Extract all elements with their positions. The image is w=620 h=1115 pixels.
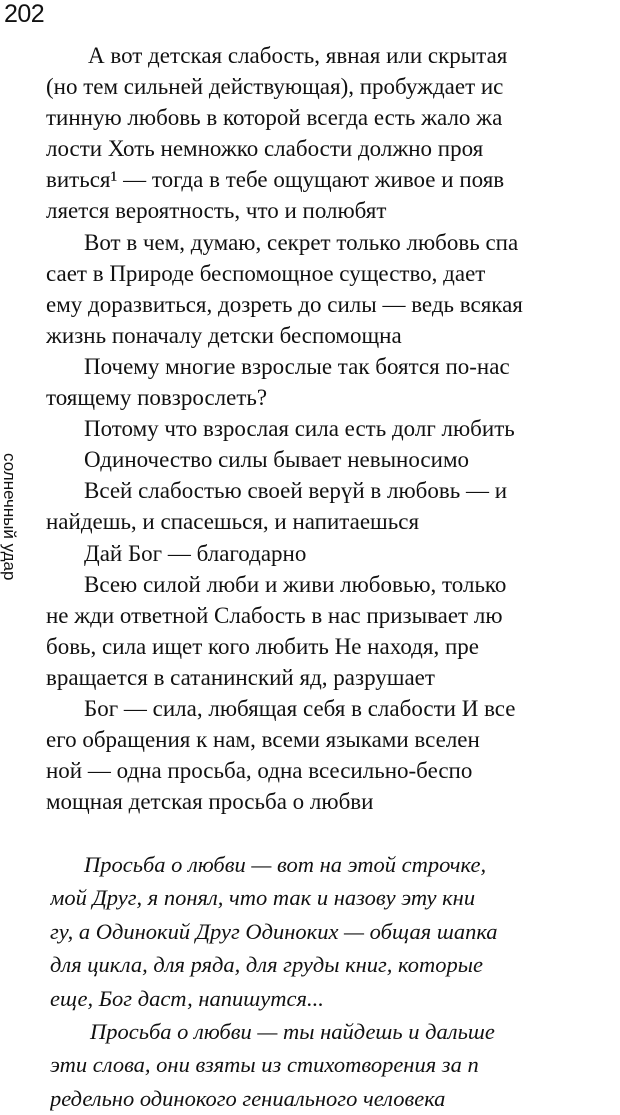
text-line: не жди ответной Слабость в нас призывает лю xyxy=(46,602,503,628)
text-line: Вот в чем, думаю, секрет только любовь спа xyxy=(84,229,519,255)
text-line: виться¹ — тогда в тебе ощущают живое и появ xyxy=(46,167,505,193)
text-line: тинную любовь в которой всегда есть жало жа xyxy=(46,105,503,131)
page-number: 202 xyxy=(4,0,45,28)
text-line: лости Хоть немножко слабости должно проя xyxy=(46,136,484,162)
text-line: сает в Природе беспомощное существо, дает xyxy=(46,260,486,286)
text-line: бовь, сила ищет кого любить Не находя, пре xyxy=(46,633,479,659)
text-line: Дай Бог — благодарно xyxy=(84,540,307,566)
text-line: Потому что взрослая сила есть долг любить xyxy=(84,416,515,442)
text-line: жизнь поначалу детски беспомощна xyxy=(46,322,402,348)
italic-line: для цикла, для ряда, для груды книг, которые xyxy=(50,952,483,978)
text-line: найдешь, и спасешься, и напитаешься xyxy=(46,509,420,535)
text-line: мощная детская просьба о любви xyxy=(46,789,374,815)
body-text xyxy=(46,40,620,817)
text-line: ляется вероятность, что и полюбят xyxy=(46,198,387,224)
text-line: Бог — сила, любящая себя в слабости И все xyxy=(84,695,516,721)
text-line: Почему многие взрослые так боятся по-нас xyxy=(84,353,510,379)
italic-line: еще, Бог даст, напишутся... xyxy=(50,985,324,1011)
text-line: Всей слабостью своей верүй в любовь — и xyxy=(84,478,508,504)
italic-line: мой Друг, я понял, что так и назову эту кни xyxy=(50,885,476,911)
italic-line: Просьба о любви — ты найдешь и дальше xyxy=(90,1018,495,1044)
text-line: его обращения к нам, всеми языками вселен xyxy=(46,727,480,753)
italic-line: Просьба о любви — вот на этой строчке, xyxy=(84,852,487,877)
text-line: Одиночество силы бывает невыносимо xyxy=(84,447,470,473)
italic-line: редельно одинокого гениального человека xyxy=(50,1085,446,1111)
italic-line: эти слова, они взяты из стихотворения за п xyxy=(50,1052,479,1078)
text-line: тоящему повзрослеть? xyxy=(46,385,268,411)
running-head: солнечный удар xyxy=(0,453,19,581)
text-line: Всею силой люби и живи любовью, только xyxy=(84,571,507,597)
text-line: ной — одна просьба, одна всесильно-беспо xyxy=(46,758,473,784)
text-line: вращается в сатанинский яд, разрушает xyxy=(46,664,435,690)
italic-passage xyxy=(50,848,620,1115)
text-line: ему доразвиться, дозреть до силы — ведь всякая xyxy=(46,291,523,317)
text-line: (но тем сильней действующая), пробуждает ис xyxy=(46,74,504,100)
italic-line: гу, а Одинокий Друг Одиноких — общая шапка xyxy=(50,918,498,944)
text-line: А вот детская слабость, явная или скрытая xyxy=(88,43,508,68)
